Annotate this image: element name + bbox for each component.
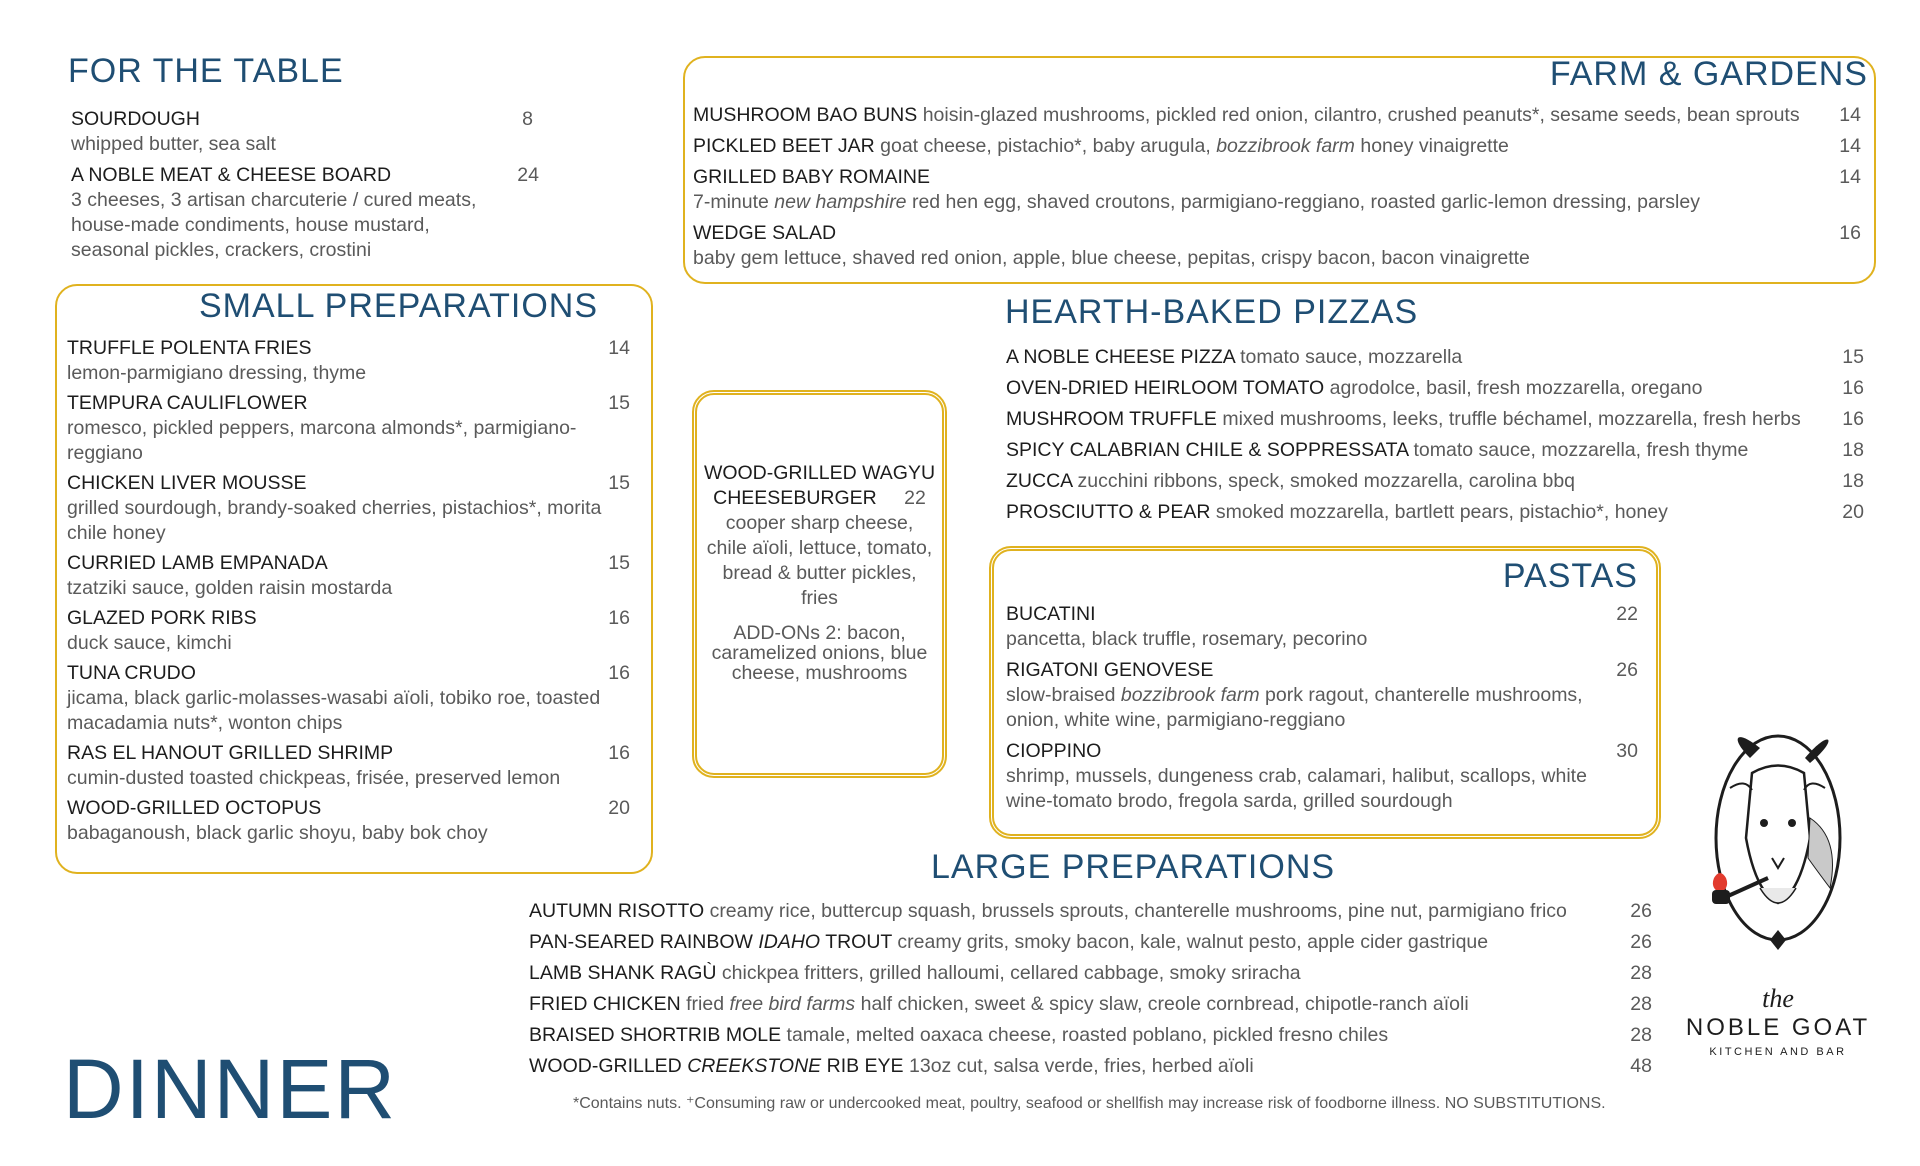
item-desc: fried xyxy=(686,993,725,1015)
burger-desc: cooper sharp cheese, chile aïoli, lettuce, tomato, bread & butter pickles, fries xyxy=(706,512,933,609)
item-name: A NOBLE MEAT & CHEESE BOARD xyxy=(71,164,392,186)
item-desc: whipped butter, sea salt xyxy=(71,133,276,155)
item-desc: hoisin-glazed mushrooms, pickled red onion, cilantro, crushed peanuts*, sesame seeds, bean sprouts xyxy=(922,104,1800,126)
logo-sub: KITCHEN AND BAR xyxy=(1709,1046,1847,1058)
list-item xyxy=(693,221,1861,271)
logo-the: the xyxy=(1762,984,1794,1013)
item-name: RIGATONI GENOVESE xyxy=(1006,659,1214,681)
item-desc: mixed mushrooms, leeks, truffle béchamel, mozzarella, fresh herbs xyxy=(1222,408,1801,430)
list-item xyxy=(1006,739,1638,814)
list-item xyxy=(1006,500,1864,525)
item-desc-row xyxy=(1006,683,1622,733)
item-price: 16 xyxy=(608,607,630,629)
list-item xyxy=(1006,407,1864,432)
list-item xyxy=(67,336,630,386)
item-desc: shrimp, mussels, dungeness crab, calamari, halibut, scallops, white wine-tomato brodo, fregola sarda, grilled sourdough xyxy=(1006,765,1587,812)
for-the-table-list xyxy=(71,107,541,269)
item-price: 8 xyxy=(522,108,533,130)
item-name: GRILLED BABY ROMAINE xyxy=(693,166,930,188)
list-item xyxy=(71,163,541,263)
list-item xyxy=(1006,469,1864,494)
list-item xyxy=(67,471,630,546)
farm-gardens-list xyxy=(693,103,1861,271)
item-desc: duck sauce, kimchi xyxy=(67,632,232,654)
item-name: MUSHROOM TRUFFLE xyxy=(1006,408,1217,430)
list-item xyxy=(529,992,1652,1017)
pizzas-title: HEARTH-BAKED PIZZAS xyxy=(1005,293,1419,331)
item-name-italic: IDAHO xyxy=(758,931,821,953)
item-desc-italic: free bird farms xyxy=(729,993,856,1015)
pastas-title: PASTAS xyxy=(1502,557,1638,595)
small-preparations-list xyxy=(67,336,630,851)
item-desc: agrodolce, basil, fresh mozzarella, oregano xyxy=(1329,377,1703,399)
item-name: RAS EL HANOUT GRILLED SHRIMP xyxy=(67,742,394,764)
item-name: BUCATINI xyxy=(1006,603,1096,625)
item-name: SPICY CALABRIAN CHILE & SOPPRESSATA xyxy=(1006,439,1409,461)
list-item xyxy=(1006,376,1864,401)
list-item xyxy=(529,930,1652,955)
item-price: 30 xyxy=(1616,740,1638,762)
item-name: TRUFFLE POLENTA FRIES xyxy=(67,337,312,359)
list-item xyxy=(67,661,630,736)
item-name: RIB EYE xyxy=(826,1055,904,1077)
item-desc: jicama, black garlic-molasses-wasabi aïoli, tobiko roe, toasted macadamia nuts*, wonton chips xyxy=(67,687,601,734)
goat-logo-icon xyxy=(1690,718,1865,968)
item-desc-italic: bozzibrook farm xyxy=(1120,684,1260,706)
item-price: 28 xyxy=(1630,993,1652,1015)
item-name: ZUCCA xyxy=(1006,470,1073,492)
item-price: 16 xyxy=(1839,222,1861,244)
item-name: A NOBLE CHEESE PIZZA xyxy=(1006,346,1235,368)
item-desc: cumin-dusted toasted chickpeas, frisée, preserved lemon xyxy=(67,767,561,789)
item-price: 16 xyxy=(608,742,630,764)
item-price: 14 xyxy=(1839,135,1861,157)
list-item xyxy=(529,961,1652,986)
small-preparations-title: SMALL PREPARATIONS xyxy=(199,287,599,325)
list-item xyxy=(1006,345,1864,370)
list-item xyxy=(71,107,541,157)
item-desc: 7-minute xyxy=(693,191,769,213)
list-item xyxy=(67,391,630,466)
item-desc: pancetta, black truffle, rosemary, pecorino xyxy=(1006,628,1368,650)
item-price: 18 xyxy=(1842,439,1864,461)
dinner-title: DINNER xyxy=(63,1042,398,1136)
item-name: WOOD-GRILLED OCTOPUS xyxy=(67,797,322,819)
logo-wordmark xyxy=(1678,985,1878,1061)
item-price: 22 xyxy=(1616,603,1638,625)
list-item xyxy=(67,606,630,656)
farm-gardens-title: FARM & GARDENS xyxy=(1549,55,1868,93)
item-price: 28 xyxy=(1630,1024,1652,1046)
item-price: 14 xyxy=(1839,166,1861,188)
list-item xyxy=(529,1023,1652,1048)
footnote: *Contains nuts. ⁺Consuming raw or undercooked meat, poultry, seafood or shellfish may increase risk of foodborne illness. NO SUBSTITUTIONS. xyxy=(573,1095,1606,1112)
item-desc: zucchini ribbons, speck, smoked mozzarella, carolina bbq xyxy=(1077,470,1576,492)
item-desc: lemon-parmigiano dressing, thyme xyxy=(67,362,367,384)
item-desc-row xyxy=(693,190,1815,215)
item-price: 15 xyxy=(608,392,630,414)
item-price: 18 xyxy=(1842,470,1864,492)
item-price: 14 xyxy=(1839,104,1861,126)
item-price: 15 xyxy=(1842,346,1864,368)
for-the-table-title: FOR THE TABLE xyxy=(68,52,344,90)
item-name: AUTUMN RISOTTO xyxy=(529,900,705,922)
large-preparations-list xyxy=(529,899,1652,1079)
item-name: CIOPPINO xyxy=(1006,740,1102,762)
item-name: CURRIED LAMB EMPANADA xyxy=(67,552,328,574)
list-item xyxy=(67,551,630,601)
burger-addons: ADD-ONs 2: bacon, caramelized onions, blue cheese, mushrooms xyxy=(711,622,928,684)
item-name-italic: CREEKSTONE xyxy=(687,1055,822,1077)
item-name: BRAISED SHORTRIB MOLE xyxy=(529,1024,782,1046)
item-desc: grilled sourdough, brandy-soaked cherries, pistachios*, morita chile honey xyxy=(67,497,602,544)
item-name: MUSHROOM BAO BUNS xyxy=(693,104,918,126)
burger-name-line2-row xyxy=(697,486,942,511)
item-desc: babaganoush, black garlic shoyu, baby bok choy xyxy=(67,822,488,844)
item-desc: pork ragout, chanterelle mushrooms, onion, white wine, parmigiano-reggiano xyxy=(1006,684,1583,731)
burger-feature xyxy=(697,461,942,683)
item-desc: baby gem lettuce, shaved red onion, apple, blue cheese, pepitas, crispy bacon, bacon vinaigrette xyxy=(693,247,1530,269)
pizzas-list xyxy=(1006,345,1864,525)
item-price: 16 xyxy=(1842,408,1864,430)
item-desc: tzatziki sauce, golden raisin mostarda xyxy=(67,577,393,599)
item-name: WOOD-GRILLED xyxy=(529,1055,682,1077)
item-desc: goat cheese, pistachio*, baby arugula, xyxy=(880,135,1211,157)
item-desc: 13oz cut, salsa verde, fries, herbed aïoli xyxy=(909,1055,1254,1077)
item-desc: romesco, pickled peppers, marcona almonds*, parmigiano-reggiano xyxy=(67,417,577,464)
burger-name-line1: WOOD-GRILLED WAGYU xyxy=(703,462,936,484)
item-name: PROSCIUTTO & PEAR xyxy=(1006,501,1211,523)
item-name: GLAZED PORK RIBS xyxy=(67,607,257,629)
large-preparations-title: LARGE PREPARATIONS xyxy=(931,848,1336,886)
list-item xyxy=(529,1054,1652,1079)
item-desc: 3 cheeses, 3 artisan charcuterie / cured meats, house-made condiments, house mustard, seasonal pickles, crackers, crostini xyxy=(71,189,477,261)
item-price: 16 xyxy=(608,662,630,684)
item-price: 20 xyxy=(608,797,630,819)
item-name: LAMB SHANK RAGÙ xyxy=(529,962,717,984)
item-name: SOURDOUGH xyxy=(71,108,200,130)
list-item xyxy=(67,741,630,791)
item-name: PAN-SEARED RAINBOW xyxy=(529,931,753,953)
list-item xyxy=(693,103,1861,128)
item-desc: tomato sauce, mozzarella, fresh thyme xyxy=(1413,439,1749,461)
item-price: 16 xyxy=(1842,377,1864,399)
item-price: 26 xyxy=(1616,659,1638,681)
item-price: 24 xyxy=(517,164,539,186)
item-name: FRIED CHICKEN xyxy=(529,993,681,1015)
item-name: OVEN-DRIED HEIRLOOM TOMATO xyxy=(1006,377,1325,399)
list-item xyxy=(1006,658,1638,733)
item-desc: creamy rice, buttercup squash, brussels sprouts, chanterelle mushrooms, pine nut, parmigiano frico xyxy=(709,900,1567,922)
item-desc: honey vinaigrette xyxy=(1360,135,1509,157)
list-item xyxy=(529,899,1652,924)
item-desc: tamale, melted oaxaca cheese, roasted poblano, pickled fresno chiles xyxy=(786,1024,1389,1046)
item-name: TEMPURA CAULIFLOWER xyxy=(67,392,308,414)
burger-name-line2: CHEESEBURGER xyxy=(713,487,877,509)
list-item xyxy=(693,165,1861,215)
item-name: TROUT xyxy=(825,931,892,953)
item-desc-italic: bozzibrook farm xyxy=(1216,135,1355,157)
item-name: WEDGE SALAD xyxy=(693,222,837,244)
item-desc-italic: new hampshire xyxy=(774,191,907,213)
item-desc: creamy grits, smoky bacon, kale, walnut pesto, apple cider gastrique xyxy=(897,931,1489,953)
item-desc: slow-braised xyxy=(1006,684,1116,706)
item-desc: tomato sauce, mozzarella xyxy=(1240,346,1463,368)
item-price: 48 xyxy=(1630,1055,1652,1077)
item-price: 15 xyxy=(608,472,630,494)
item-price: 20 xyxy=(1842,501,1864,523)
item-price: 14 xyxy=(608,337,630,359)
pastas-list xyxy=(1006,602,1638,814)
item-desc: red hen egg, shaved croutons, parmigiano-reggiano, roasted garlic-lemon dressing, parsley xyxy=(911,191,1700,213)
item-price: 26 xyxy=(1630,900,1652,922)
item-price: 28 xyxy=(1630,962,1652,984)
burger-price: 22 xyxy=(904,487,926,509)
item-name: CHICKEN LIVER MOUSSE xyxy=(67,472,307,494)
item-desc: chickpea fritters, grilled halloumi, cellared cabbage, smoky sriracha xyxy=(721,962,1301,984)
item-desc: half chicken, sweet & spicy slaw, creole cornbread, chipotle-ranch aïoli xyxy=(860,993,1469,1015)
item-desc: smoked mozzarella, bartlett pears, pistachio*, honey xyxy=(1215,501,1668,523)
logo-name: NOBLE GOAT xyxy=(1685,1014,1871,1041)
list-item xyxy=(693,134,1861,159)
item-name: PICKLED BEET JAR xyxy=(693,135,875,157)
item-price: 26 xyxy=(1630,931,1652,953)
list-item xyxy=(1006,602,1638,652)
list-item xyxy=(1006,438,1864,463)
item-price: 15 xyxy=(608,552,630,574)
list-item xyxy=(67,796,630,846)
item-name: TUNA CRUDO xyxy=(67,662,196,684)
